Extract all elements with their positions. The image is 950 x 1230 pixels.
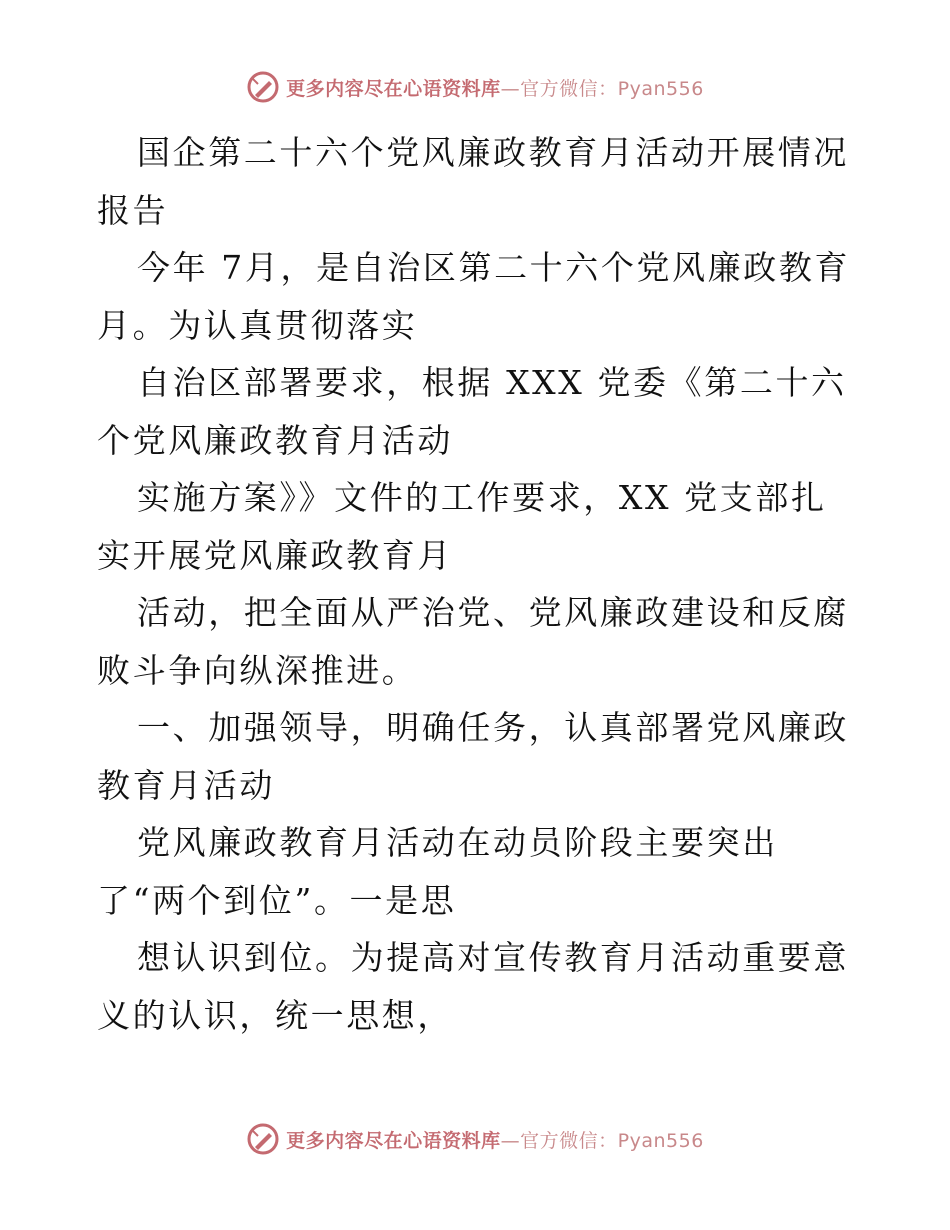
footer-watermark	[0, 1122, 950, 1156]
paragraph-1: 今年 7月，是自治区第二十六个党风廉政教育月。为认真贯彻落实	[97, 248, 851, 345]
watermark-brand: 更多内容尽在心语资料库	[286, 77, 501, 100]
pen-circle-logo-icon	[246, 70, 280, 104]
document-title: 国企第二十六个党风廉政教育月活动开展情况报告	[97, 133, 849, 230]
watermark-text	[286, 74, 704, 101]
watermark-contact: —官方微信：Pyan556	[500, 77, 704, 100]
paragraph-2: 自治区部署要求，根据 XXX 党委《第二十六个党风廉政教育月活动	[97, 363, 847, 460]
section-heading-1: 一、加强领导，明确任务，认真部署党风廉政教育月活动	[97, 708, 849, 805]
watermark-brand: 更多内容尽在心语资料库	[286, 1129, 501, 1152]
paragraph-6: 想认识到位。为提高对宣传教育月活动重要意义的认识，统一思想，	[97, 938, 849, 1035]
watermark-contact: —官方微信：Pyan556	[500, 1129, 704, 1152]
header-watermark	[0, 70, 950, 104]
watermark-text	[286, 1126, 704, 1153]
document-body	[97, 124, 857, 1044]
paragraph-4: 活动，把全面从严治党、党风廉政建设和反腐败斗争向纵深推进。	[97, 593, 849, 690]
pen-circle-logo-icon	[246, 1122, 280, 1156]
paragraph-3: 实施方案》》文件的工作要求，XX 党支部扎实开展党风廉政教育月	[97, 478, 827, 575]
paragraph-5: 党风廉政教育月活动在动员阶段主要突出了“两个到位”。一是思	[97, 823, 778, 920]
